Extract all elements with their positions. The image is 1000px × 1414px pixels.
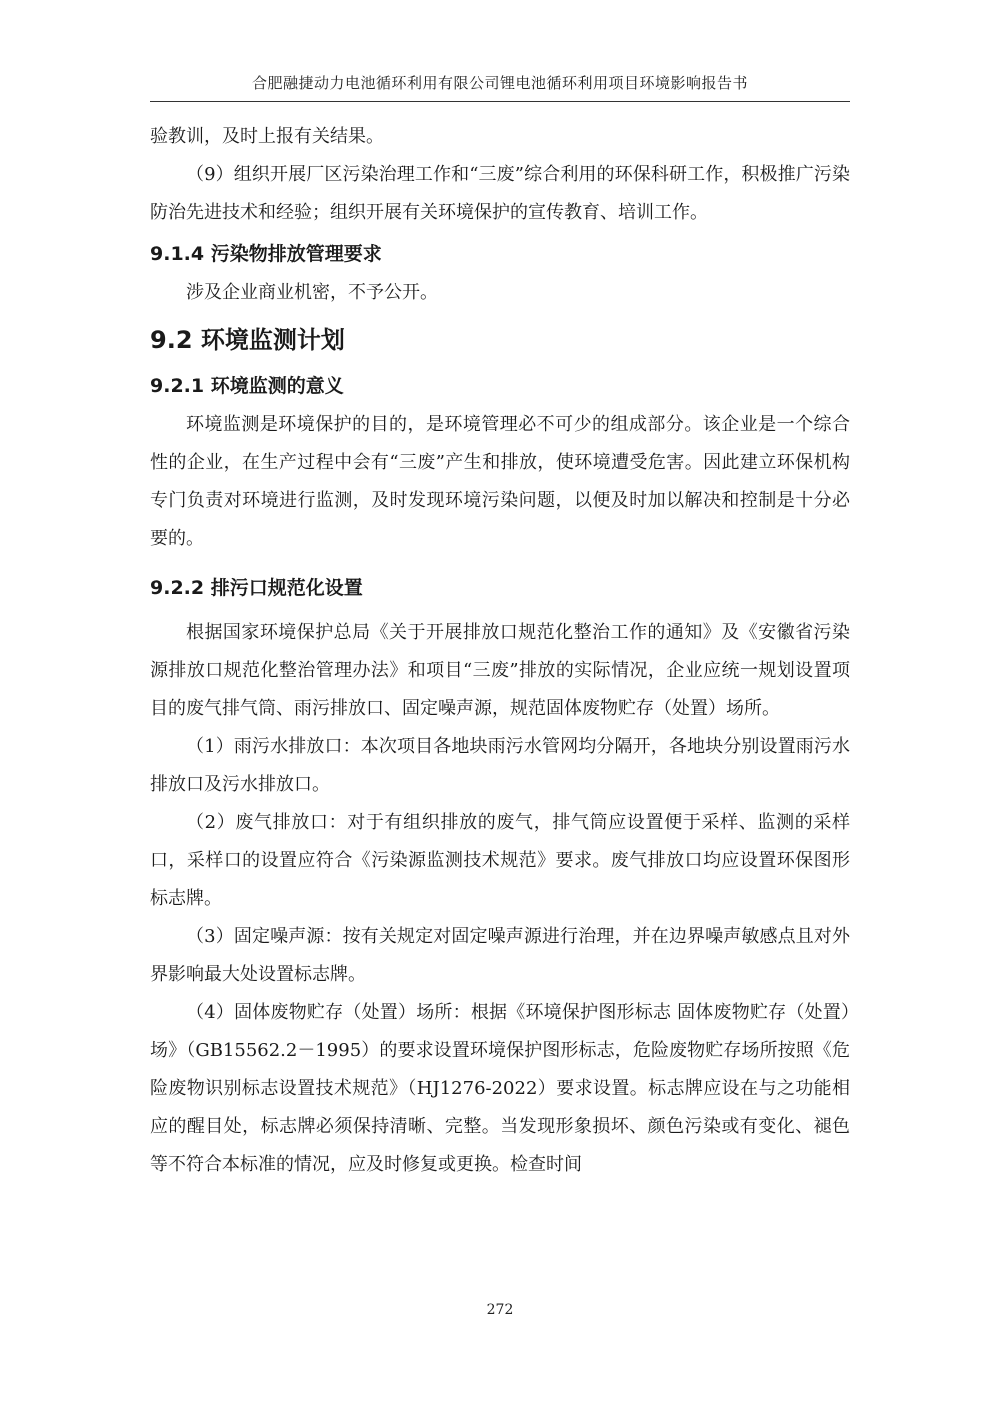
document-body [150, 118, 850, 1184]
paragraph-9-2-1: 环境监测是环境保护的目的，是环境管理必不可少的组成部分。该企业是一个综合性的企业，在生产过程中会有“三废”产生和排放，使环境遭受危害。因此建立环保机构专门负责对环境进行监测，及时发现环境污染问题，以便及时加以解决和控制是十分必要的。 [150, 414, 850, 549]
paragraph-continuation: 验教训，及时上报有关结果。 [150, 126, 384, 147]
page-number: 272 [486, 1302, 514, 1318]
paragraph-9-2-2-item-1: （1）雨污水排放口：本次项目各地块雨污水管网均分隔开，各地块分别设置雨污水排放口及污水排放口。 [150, 736, 850, 795]
paragraph-9-2-2-item-4: （4）固体废物贮存（处置）场所：根据《环境保护图形标志 固体废物贮存（处置）场》（GB15562.2－1995）的要求设置环境保护图形标志，危险废物贮存场所按照《危险废物识别标志设置技术规范》（HJ1276-2022）要求设置。标志牌应设在与之功能相应的醒目处，标志牌必须保持清晰、完整。当发现形象损坏、颜色污染或有变化、褪色等不符合本标准的情况，应及时修复或更换。检查时间 [150, 1002, 850, 1175]
page-header: 合肥融捷动力电池循环利用有限公司锂电池循环利用项目环境影响报告书 [251, 74, 748, 92]
paragraph-9-2-2-item-3: （3）固定噪声源：按有关规定对固定噪声源进行治理，并在边界噪声敏感点且对外界影响最大处设置标志牌。 [150, 926, 850, 985]
header-rule [150, 101, 850, 102]
paragraph-9-2-2-item-2: （2）废气排放口：对于有组织排放的废气，排气筒应设置便于采样、监测的采样口，采样口的设置应符合《污染源监测技术规范》要求。废气排放口均应设置环保图形标志牌。 [150, 812, 850, 909]
heading-9-1-4: 9.1.4 污染物排放管理要求 [150, 243, 382, 265]
paragraph-9-1-4: 涉及企业商业机密，不予公开。 [186, 282, 438, 303]
paragraph-item-9: （9）组织开展厂区污染治理工作和“三废”综合利用的环保科研工作，积极推广污染防治先进技术和经验；组织开展有关环境保护的宣传教育、培训工作。 [150, 164, 850, 223]
heading-9-2: 9.2 环境监测计划 [150, 326, 345, 354]
paragraph-9-2-2-intro: 根据国家环境保护总局《关于开展排放口规范化整治工作的通知》及《安徽省污染源排放口规范化整治管理办法》和项目“三废”排放的实际情况，企业应统一规划设置项目的废气排气筒、雨污排放口、固定噪声源，规范固体废物贮存（处置）场所。 [150, 622, 850, 719]
heading-9-2-1: 9.2.1 环境监测的意义 [150, 375, 344, 397]
heading-9-2-2: 9.2.2 排污口规范化设置 [150, 577, 363, 599]
